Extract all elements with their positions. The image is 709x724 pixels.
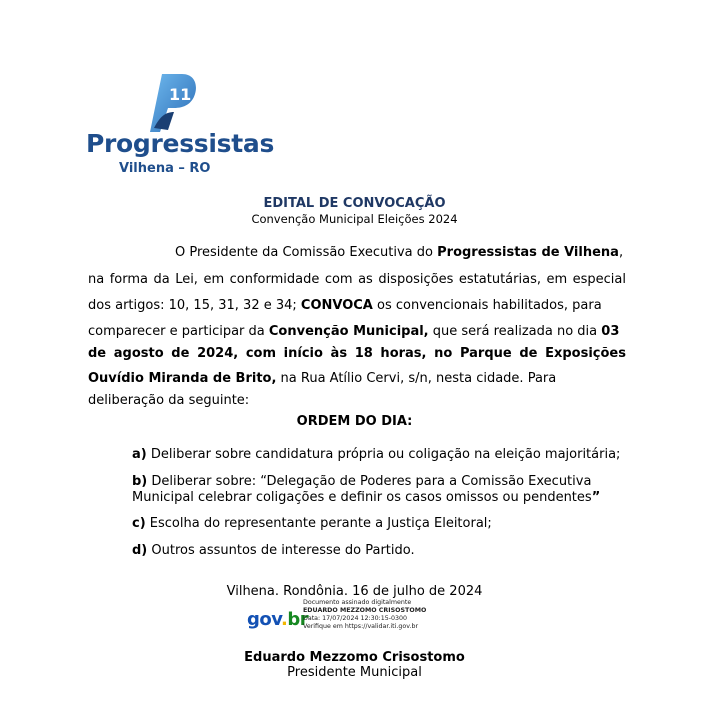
govbr-logo: gov.br [247, 609, 309, 630]
agenda-heading: ORDEM DO DIA: [296, 414, 413, 429]
document-subtitle: Convenção Municipal Eleições 2024 [251, 212, 458, 226]
agenda-item-b-line2: Municipal celebrar coligações e definir os casos omissos ou pendentes” [132, 490, 601, 505]
document-title: EDITAL DE CONVOCAÇÃO [263, 196, 446, 211]
digital-signature-stamp [247, 599, 447, 641]
signature-caption: Documento assinado digitalmente [303, 599, 412, 606]
agenda-item-c: c) Escolha do representante perante a Justiça Eleitoral; [132, 516, 492, 531]
body-line-1: O Presidente da Comissão Executiva do Progressistas de Vilhena, [175, 245, 624, 260]
signature-date: Data: 17/07/2024 12:30:15-0300 [303, 615, 408, 622]
party-name: Progressistas [86, 129, 275, 158]
signer-role: Presidente Municipal [287, 665, 422, 680]
signature-verify-link: Verifique em https://validar.iti.gov.br [303, 623, 419, 630]
party-number: 11 [169, 85, 192, 104]
place-date: Vilhena. Rondônia. 16 de julho de 2024 [226, 584, 483, 599]
signature-name: EDUARDO MEZZOMO CRISOSTOMO [303, 607, 427, 614]
body-line-5: de agosto de 2024, com início às 18 horas, no Parque de Exposições [88, 346, 626, 361]
party-logo [86, 72, 275, 182]
agenda-item-d: d) Outros assuntos de interesse do Partido. [132, 543, 415, 558]
body-line-4: comparecer e participar da Convenção Municipal, que será realizada no dia 03 [88, 324, 620, 339]
body-line-6: Ouvídio Miranda de Brito, na Rua Atílio Cervi, s/n, nesta cidade. Para [88, 371, 557, 386]
body-line-7: deliberação da seguinte: [88, 393, 250, 408]
agenda-item-b-line1: b) Deliberar sobre: “Delegação de Poderes para a Comissão Executiva [132, 474, 592, 489]
body-line-3: dos artigos: 10, 15, 31, 32 e 34; CONVOCA os convencionais habilitados, para [88, 298, 602, 313]
signature-details [303, 599, 426, 631]
signer-name: Eduardo Mezzomo Crisostomo [244, 650, 465, 665]
party-p-icon [148, 72, 198, 134]
body-line-2: na forma da Lei, em conformidade com as disposições estatutárias, em especial [88, 272, 626, 287]
party-city: Vilhena – RO [119, 161, 211, 176]
agenda-item-a: a) Deliberar sobre candidatura própria ou coligação na eleição majoritária; [132, 447, 621, 462]
